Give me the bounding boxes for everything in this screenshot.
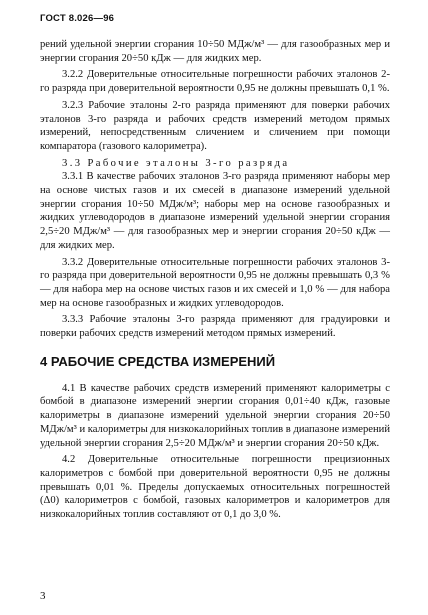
section-title: 4 РАБОЧИЕ СРЕДСТВА ИЗМЕРЕНИЙ (40, 353, 276, 369)
document-header: ГОСТ 8.026—96 (40, 13, 115, 24)
paragraph-3-2-2: 3.2.2 Доверительные относительные погрешности рабочих эталонов 2-го разряда при доверительной вероятности 0,95 не должны превышать 0,1 %. (40, 69, 390, 95)
paragraph-3-2-3: 3.2.3 Рабочие эталоны 2-го разряда применяют для поверки рабочих эталонов 3-го разряда и рабочих средств измерений методом прямых измерений, непосредственным сличением и сличением при помощи компаратора (газового калориметра). (40, 99, 390, 152)
paragraph-3-3-3: 3.3.3 Рабочие эталоны 3-го разряда применяют для градуировки и поверки рабочих средств измерений методом прямых измерений. (40, 314, 390, 340)
paragraph-4-2: 4.2 Доверительные относительные погрешности прецизионных калориметров с бомбой при доверительной вероятности 0,95 не должны превышать 0,01 %. Пределы допускаемых относительных погрешностей (Δ0) калориметров с бомбой, газовых калориметров и калориметров для низкокалорийных топлив составляют от 0,1 до 3,0 %. (40, 454, 390, 521)
paragraph-3-3-1: 3.3.1 В качестве рабочих эталонов 3-го разряда применяют наборы мер на основе чистых газов и их смесей в диапазоне измерений удельной энергии сгорания 10÷50 МДж/м³; наборы мер на основе газообразных и жидких углеводородов в диапазоне измерений удельной энергии сгорания 2,5÷20 МДж/м³ — для газообразных мер и энергии сгорания 20÷50 кДж — для жидких мер. (40, 171, 390, 251)
paragraph-4-1: 4.1 В качестве рабочих средств измерений применяют калориметры с бомбой в диапазоне измерений энергии сгорания 0,01÷40 кДж, газовые калориметры в диапазоне измерений удельной энергии сгорания 20÷50 МДж/м³ и калориметры для низкокалорийных топлив в диапазоне измерений удельной энергии сгорания 2,5÷20 МДж/м³ и энергии сгорания 20÷50 кДж. (40, 382, 390, 449)
subsection-heading-3-3: 3.3 Рабочие эталоны 3-го разряда (62, 157, 290, 169)
document-body (40, 38, 390, 522)
page-number: 3 (40, 590, 46, 602)
paragraph-3-3-2: 3.3.2 Доверительные относительные погрешности рабочих эталонов 3-го разряда при доверительной вероятности 0,95 не должны превышать 0,3 % — для набора мер на основе чистых газов и их смесей и 1,0 % — для набора мер на основе газообразных и жидких углеводородов. (40, 256, 390, 309)
paragraph-continuation: рений удельной энергии сгорания 10÷50 МДж/м³ — для газообразных мер и энергии сгорания 20÷50 кДж — для жидких мер. (40, 39, 390, 64)
